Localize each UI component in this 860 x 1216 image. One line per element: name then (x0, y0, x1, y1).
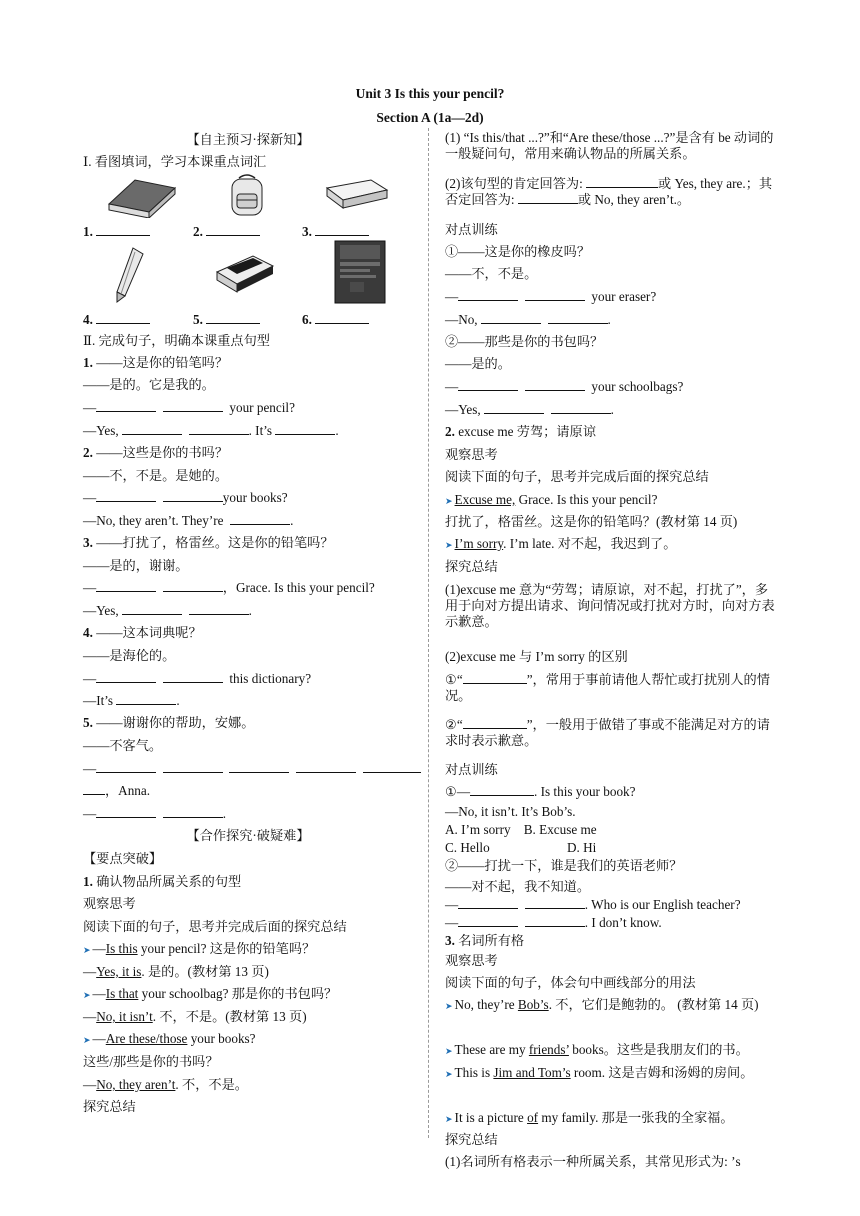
q2-line-d: —No, they aren’t. They’re . (83, 513, 294, 528)
part1-heading: Ⅰ. 看图填词，学习本课重点词汇 (83, 154, 267, 169)
kp1-title: 1. 确认物品所属关系的句型 (83, 874, 242, 889)
practice-1-c: — your eraser? (445, 289, 657, 304)
possessive-example-4: ➤ It is a picture of my family. 那是一张我的全家福。 (445, 1110, 734, 1125)
observe-label-3: 观察思考 (445, 953, 498, 968)
q4-line-d: —It’s . (83, 693, 180, 708)
example-2: ➤ —Is that your schoolbag? 那是你的书包吗？ (83, 986, 338, 1001)
practice-label: 对点训练 (445, 222, 498, 237)
eraser-icon (213, 252, 277, 296)
excuse-summary-4: ②“ ”，一般用于做错了事或不能满足对方的请求时表示歉意。 (445, 717, 770, 748)
excuse-example-1: ➤ Excuse me, Grace. Is this your pencil? (445, 492, 658, 507)
q3-line-c: — ，Grace. Is this your pencil? (83, 580, 375, 595)
practice-1-b: ——不，不是。 (445, 266, 538, 281)
mc-options-ab: A. I’m sorry B. Excuse me (445, 822, 597, 837)
q5-line-a: 5. ——谢谢你的帮助，安娜。 (83, 715, 255, 730)
mc-question-1-b: —No, it isn’t. It’s Bob’s. (445, 804, 576, 819)
example-1-answer: —Yes, it is. 是的。(教材第 13 页) (83, 964, 269, 979)
read-instruction-2: 阅读下面的句子，思考并完成后面的探究总结 (445, 469, 709, 484)
summary-label: 探究总结 (83, 1099, 136, 1114)
pencil-case-icon (325, 178, 389, 212)
example-3-cn: 这些/那些是你的书吗？ (83, 1054, 219, 1069)
q3-line-d: —Yes, . (83, 603, 252, 618)
read-instruction-3: 阅读下面的句子，体会句中画线部分的用法 (445, 975, 696, 990)
kp2-title: 2. excuse me 劳驾；请原谅 (445, 424, 596, 439)
q3-line-b: ——是的，谢谢。 (83, 558, 189, 573)
q5-line-e: — . (83, 806, 227, 821)
excuse-summary-2: (2)excuse me 与 I’m sorry 的区别 (445, 649, 628, 664)
practice-2-b: ——是的。 (445, 356, 511, 371)
excuse-example-2: ➤ I’m sorry. I’m late. 对不起，我迟到了。 (445, 536, 677, 551)
book-icon (105, 174, 177, 218)
q1-line-a: 1. ——这是你的铅笔吗？ (83, 355, 229, 370)
practice-2-a: ②——那些是你的书包吗？ (445, 334, 604, 349)
practice-1-a: ①——这是你的橡皮吗？ (445, 244, 591, 259)
preview-heading: 【自主预习·探新知】 (186, 132, 310, 147)
q4-line-a: 4. ——这本词典呢？ (83, 625, 202, 640)
possessive-example-3: ➤ This is Jim and Tom’s room. 这是吉姆和汤姆的房间。 (445, 1065, 754, 1080)
q3-line-a: 3. ——打扰了，格雷丝。这是你的铅笔吗？ (83, 535, 334, 550)
q1-line-c: — your pencil? (83, 400, 295, 415)
pic-label-5: 5. (193, 312, 260, 328)
summary-label-3: 探究总结 (445, 1132, 498, 1147)
keypoint-heading: 【要点突破】 (83, 851, 163, 866)
example-2-answer: —No, it isn’t. 不，不是。(教材第 13 页) (83, 1009, 307, 1024)
summary-point-1: (1) “Is this/that ...?”和“Are these/those ...?”是含有 be 动词的一般疑问句，常用来确认物品的所属关系。 (445, 130, 774, 161)
possessive-summary-1: (1)名词所有格表示一种所属关系，其常见形式为: ’s (445, 1154, 741, 1169)
part2-heading: Ⅱ. 完成句子，明确本课重点句型 (83, 333, 270, 348)
summary-point-2: (2)该句型的肯定回答为: 或 Yes, they are.；其否定回答为: 或 No, they aren’t.。 (445, 176, 773, 207)
mc-question-2-a: ②——打扰一下，谁是我们的英语老师？ (445, 858, 683, 873)
column-divider (428, 128, 429, 1138)
pic-label-2: 2. (193, 224, 260, 240)
q1-line-b: ——是的。它是我的。 (83, 377, 215, 392)
q4-line-c: — this dictionary? (83, 671, 312, 686)
read-instruction: 阅读下面的句子，思考并完成后面的探究总结 (83, 919, 347, 934)
observe-label-2: 观察思考 (445, 447, 498, 462)
summary-label-2: 探究总结 (445, 559, 498, 574)
possessive-example-1: ➤ No, they’re Bob’s. 不，它们是鲍勃的。 (教材第 14 页) (445, 997, 759, 1012)
excuse-example-1-cn: 打扰了，格雷丝。这是你的铅笔吗？(教材第 14 页) (445, 514, 738, 529)
example-1: ➤ —Is this your pencil? 这是你的铅笔吗？ (83, 941, 316, 956)
q5-line-d: ，Anna. (83, 783, 413, 799)
pencil-icon (113, 246, 147, 304)
q2-line-a: 2. ——这些是你的书吗？ (83, 445, 229, 460)
mc-question-2-c: — . Who is our English teacher? (445, 897, 741, 912)
excuse-summary-1: (1)excuse me 意为“劳驾；请原谅，对不起，打扰了”，多用于向对方提出请求、询问情况或打扰对方时，向对方表示歉意。 (445, 582, 775, 629)
example-3-answer: —No, they aren’t. 不，不是。 (83, 1077, 248, 1092)
excuse-summary-3: ①“ ”，常用于事前请他人帮忙或打扰别人的情况。 (445, 672, 770, 703)
pic-label-3: 3. (302, 224, 369, 240)
q2-line-c: — your books? (83, 490, 288, 505)
pic-label-6: 6. (302, 312, 369, 328)
kp3-title: 3. 名词所有格 (445, 933, 525, 948)
mc-question-1: ①— . Is this your book? (445, 784, 636, 799)
dictionary-icon (334, 240, 386, 304)
q4-line-b: ——是海伦的。 (83, 648, 176, 663)
q5-line-c: — (83, 761, 413, 777)
pic-label-4: 4. (83, 312, 150, 328)
practice-2-d: —Yes, . (445, 402, 614, 417)
explore-heading: 【合作探究·破疑难】 (186, 828, 310, 843)
q5-line-b: ——不客气。 (83, 738, 163, 753)
practice-2-c: — your schoolbags? (445, 379, 684, 394)
section-title: Section A (1a—2d) (376, 110, 484, 125)
q1-line-d: —Yes, . It’s . (83, 423, 339, 438)
schoolbag-icon (225, 172, 269, 220)
mc-options-cd: C. Hello D. Hi (445, 840, 597, 855)
mc-question-2-d: — . I don’t know. (445, 915, 662, 930)
example-3: ➤ —Are these/those your books? (83, 1031, 256, 1046)
practice-label-2: 对点训练 (445, 762, 498, 777)
q2-line-b: ——不，不是。是她的。 (83, 468, 229, 483)
mc-question-2-b: ——对不起，我不知道。 (445, 879, 591, 894)
observe-label: 观察思考 (83, 896, 136, 911)
pic-label-1: 1. (83, 224, 150, 240)
practice-1-d: —No, . (445, 312, 611, 327)
unit-title: Unit 3 Is this your pencil? (355, 86, 505, 101)
possessive-example-2: ➤ These are my friends’ books。这些是我朋友们的书。 (445, 1042, 749, 1057)
